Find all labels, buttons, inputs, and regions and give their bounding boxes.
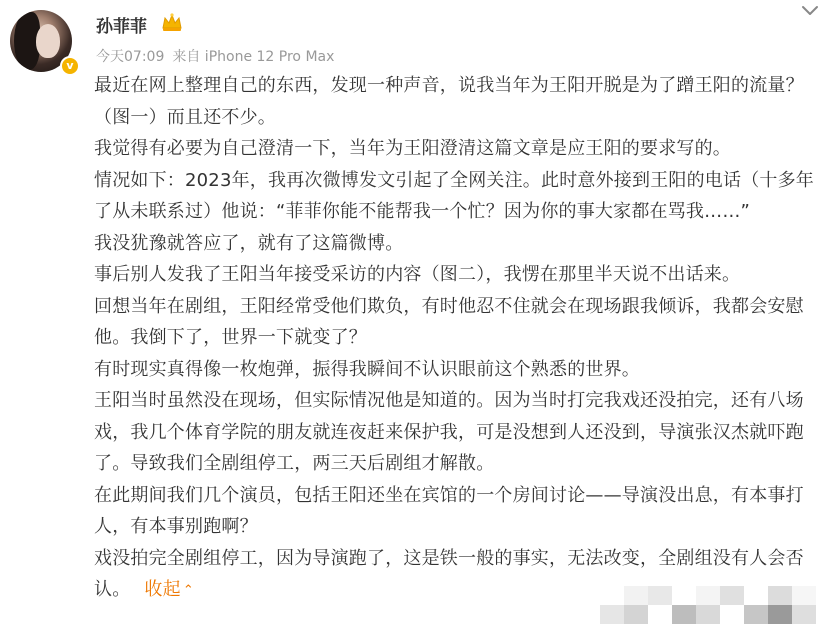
avatar-face xyxy=(36,24,60,58)
post-paragraph: 事后别人发我了王阳当年接受采访的内容（图二），我愣在那里半天说不出话来。 xyxy=(94,264,741,285)
post-paragraph: 王阳当时虽然没在现场，但实际情况他是知道的。因为当时打完我戏还没拍完，还有八场戏，我几个体育学院的朋友就连夜赶来保护我，可是没想到人还没到，导演张汉杰就吓跑了。导致我们全剧组停工，两三天后剧组才解散。 xyxy=(94,390,804,474)
author-name[interactable]: 孙菲菲 xyxy=(96,17,147,37)
collapse-button[interactable] xyxy=(144,579,194,600)
verified-icon: v xyxy=(60,56,80,76)
post-paragraph: 最近在网上整理自己的东西，发现一种声音，说我当年为王阳开脱是为了蹭王阳的流量？（图一）而且还不少。 xyxy=(94,75,804,128)
collapse-label: 收起 xyxy=(144,579,181,600)
crown-icon xyxy=(160,12,184,32)
post-paragraph: 情况如下：2023年，我再次微博发文引起了全网关注。此时意外接到王阳的电话（十多年了从未联系过）他说：“菲菲你能不能帮我一个忙？因为你的事大家都在骂我……” xyxy=(94,169,815,222)
chevron-down-icon[interactable] xyxy=(800,4,820,18)
post-paragraph: 回想当年在剧组，王阳经常受他们欺负，有时他忍不住就会在现场跟我倾诉，我都会安慰他。我倒下了，世界一下就变了？ xyxy=(94,295,804,348)
post-content xyxy=(94,70,816,608)
post-source: 来自 iPhone 12 Pro Max xyxy=(172,49,335,65)
mosaic-watermark xyxy=(600,586,816,624)
post-paragraph: 在此期间我们几个演员，包括王阳还坐在宾馆的一个房间讨论——导演没出息，有本事打人，有本事别跑啊？ xyxy=(94,484,804,537)
chevron-up-icon: ⌃ xyxy=(182,583,194,598)
post-paragraph-text: 戏没拍完全剧组停工，因为导演跑了，这是铁一般的事实，无法改变，全剧组没有人会否认。 xyxy=(94,547,804,600)
post-paragraph: 我没犹豫就答应了，就有了这篇微博。 xyxy=(94,232,404,254)
post-time: 今天07:09 xyxy=(96,49,165,65)
post-paragraph: 有时现实真得像一枚炮弹，振得我瞬间不认识眼前这个熟悉的世界。 xyxy=(94,358,640,380)
post-paragraph: 我觉得有必要为自己澄清一下，当年为王阳澄清这篇文章是应王阳的要求写的。 xyxy=(94,138,731,159)
post-meta xyxy=(96,46,334,66)
